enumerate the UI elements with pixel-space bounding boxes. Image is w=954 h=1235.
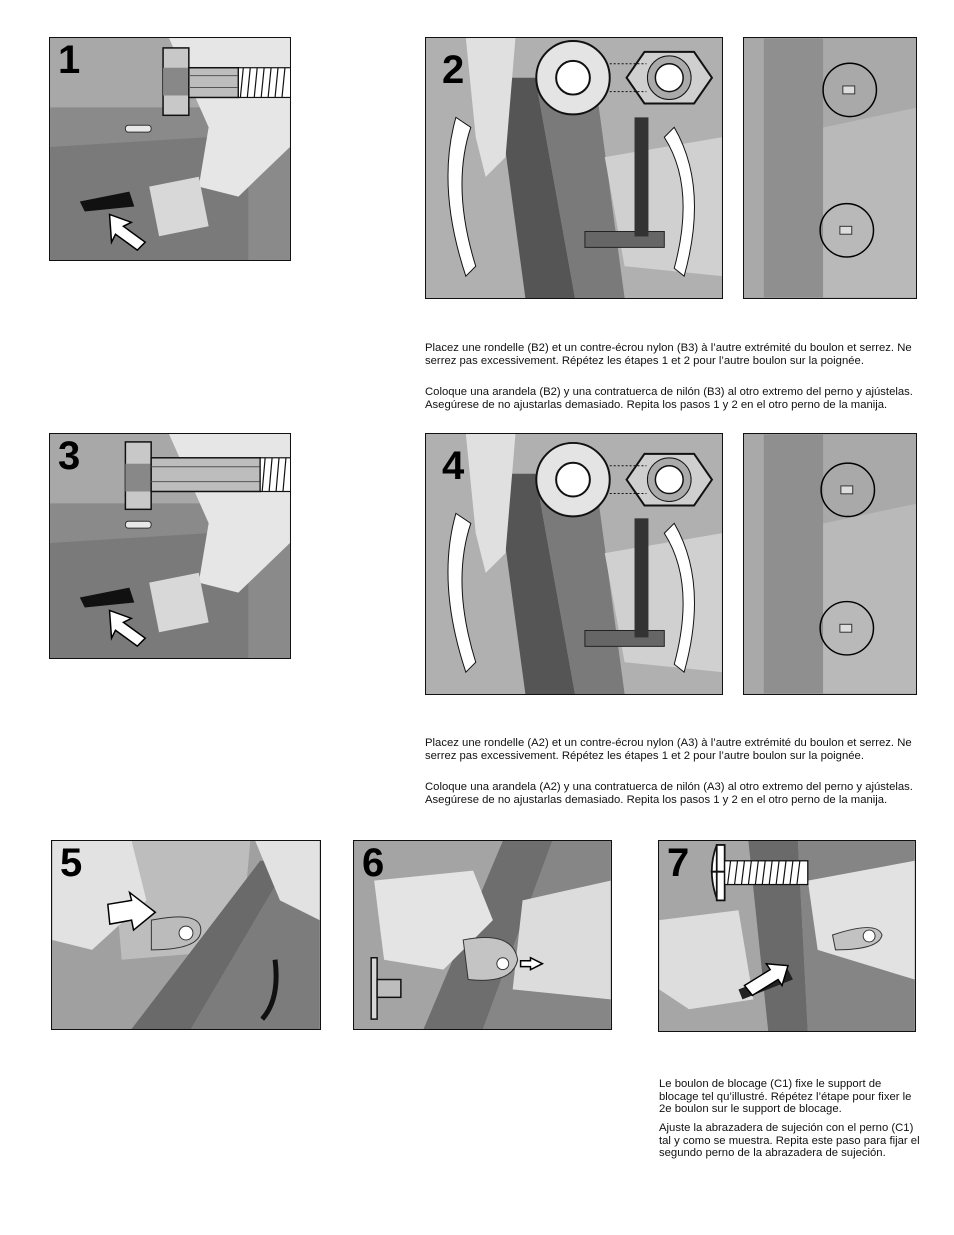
step-5-number: 5	[60, 841, 83, 885]
step-1-number: 1	[58, 38, 81, 82]
step-4-detail-photo	[743, 433, 917, 695]
block3-spanish-text: Ajuste la abrazadera de sujeción con el perno (C1) tal y como se muestra. Repita este paso para fijar el segundo perno de la abrazadera de sujeción.	[659, 1122, 920, 1160]
step-6-number: 6	[362, 841, 385, 885]
step-2-photo	[425, 37, 723, 299]
arrow-icon	[50, 434, 290, 658]
step-1-photo	[49, 37, 291, 261]
step-3-photo	[49, 433, 291, 659]
block3-french-text: Le boulon de blocage (C1) fixe le support de blocage tel qu’illustré. Répétez l’étape pour fixer le 2e boulon sur le support de blocage.	[659, 1078, 912, 1116]
arrow-icon	[52, 841, 320, 1029]
block1-spanish-text: Coloque una arandela (B2) y una contratuerca de nilón (B3) al otro extremo del perno y ajústelas. Asegúrese de no ajustarlas demasiado. Repita los pasos 1 y 2 en el otro perno de la manija.	[425, 386, 913, 411]
step-4-number: 4	[442, 444, 465, 488]
step-6-photo	[353, 840, 612, 1030]
nut-icon	[426, 38, 722, 298]
bolt-detail-illustration	[744, 38, 916, 298]
block1-french-text: Placez une rondelle (B2) et un contre-écrou nylon (B3) à l’autre extrémité du boulon et serrez. Ne serrez pas excessivement. Répétez les étapes 1 et 2 pour l’autre boulon sur la poignée.	[425, 342, 912, 367]
arrow-icon	[354, 841, 611, 1029]
nut-icon	[426, 434, 722, 694]
step-3-number: 3	[58, 434, 81, 478]
step-2-number: 2	[442, 48, 465, 92]
block2-spanish-text: Coloque una arandela (A2) y una contratuerca de nilón (A3) al otro extremo del perno y ajústelas. Asegúrese de no ajustarlas demasiado. Repita los pasos 1 y 2 en el otro perno de la manija.	[425, 781, 913, 806]
arrow-icon	[659, 841, 915, 1031]
step-7-photo	[658, 840, 916, 1032]
step-2-detail-photo	[743, 37, 917, 299]
block2-french-text: Placez une rondelle (A2) et un contre-écrou nylon (A3) à l’autre extrémité du boulon et serrez. Ne serrez pas excessivement. Répétez les étapes 1 et 2 pour l’autre boulon sur la poignée.	[425, 737, 912, 762]
arrow-icon	[50, 38, 290, 260]
bolt-detail-illustration	[744, 434, 916, 694]
step-5-photo	[51, 840, 321, 1030]
step-7-number: 7	[667, 841, 690, 885]
step-4-photo	[425, 433, 723, 695]
